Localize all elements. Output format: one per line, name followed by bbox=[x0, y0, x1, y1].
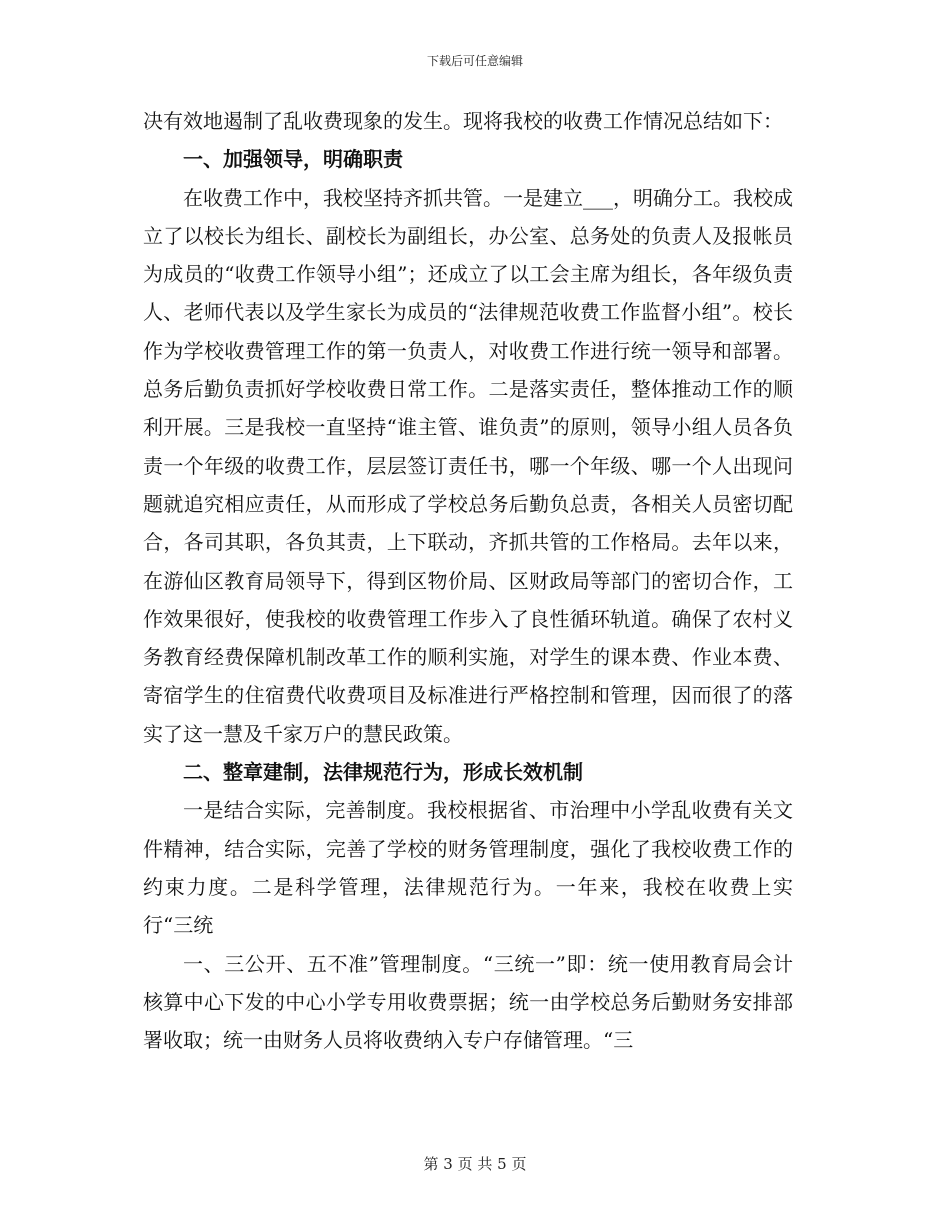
paragraph-section-1: 在收费工作中，我校坚持齐抓共管。一是建立___，明确分工。我校成立了以校长为组长、副校长为副组长，办公室、总务处的负责人及报帐员为成员的“收费工作领导小组”；还成立了以工会主席为组长，各年级负责人、老师代表以及学生家长为成员的“法律规范收费工作监督小组”。校长作为学校收费管理工作的第一负责人，对收费工作进行统一领导和部署。总务后勤负责抓好学校收费日常工作。二是落实责任，整体推动工作的顺利开展。三是我校一直坚持“谁主管、谁负责”的原则，领导小组人员各负责一个年级的收费工作，层层签订责任书，哪一个年级、哪一个人出现问题就追究相应责任，从而形成了学校总务后勤负总责，各相关人员密切配合，各司其职，各负其责，上下联动，齐抓共管的工作格局。去年以来，在游仙区教育局领导下，得到区物价局、区财政局等部门的密切合作，工作效果很好，使我校的收费管理工作步入了良性循环轨道。确保了农村义务教育经费保障机制改革工作的顺利实施，对学生的课本费、作业本费、寄宿学生的住宿费代收费项目及标准进行严格控制和管理，因而很了的落实了这一慧及千家万户的慧民政策。 bbox=[143, 185, 793, 746]
paragraph-section-2-b: 一、三公开、五不准”管理制度。“三统一”即：统一使用教育局会计核算中心下发的中心小学专用收费票据；统一由学校总务后勤财务安排部署收取；统一由财务人员将收费纳入专户存储管理。“三 bbox=[143, 951, 793, 1053]
page-header: 下载后可任意编辑 bbox=[426, 54, 523, 68]
page-number-footer: 第 3 页 共 5 页 bbox=[423, 1155, 527, 1173]
section-heading-2: 二、整章建制，法律规范行为，形成长效机制 bbox=[183, 760, 583, 785]
document-body bbox=[143, 102, 793, 1059]
paragraph-intro-continuation: 决有效地遏制了乱收费现象的发生。现将我校的收费工作情况总结如下： bbox=[143, 109, 783, 133]
section-heading-1: 一、加强领导，明确职责 bbox=[183, 147, 403, 172]
paragraph-section-2-a: 一是结合实际，完善制度。我校根据省、市治理中小学乱收费有关文件精神，结合实际，完善了学校的财务管理制度，强化了我校收费工作的约束力度。二是科学管理，法律规范行为。一年来，我校在收费上实行“三统 bbox=[143, 798, 793, 938]
